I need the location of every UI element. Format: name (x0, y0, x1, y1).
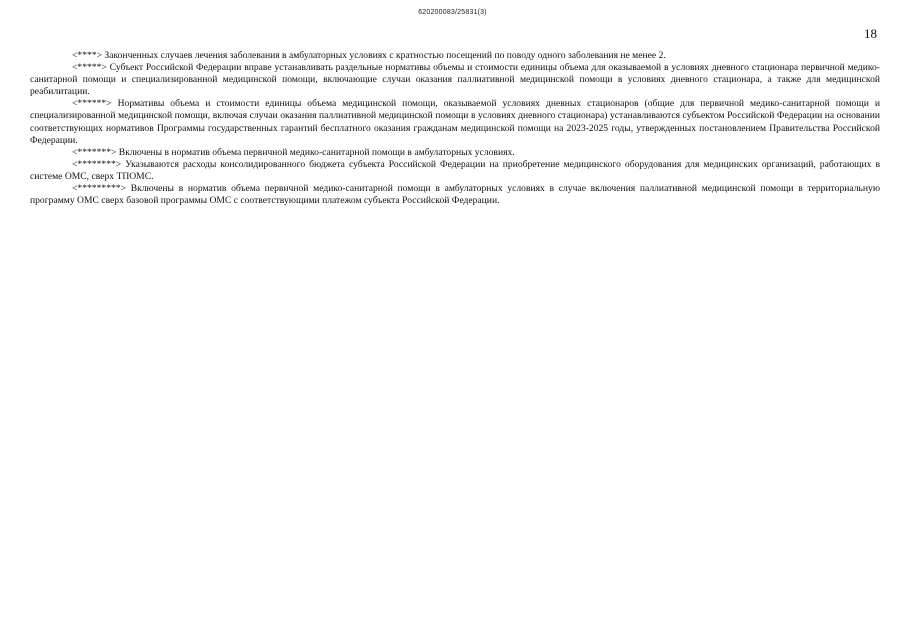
footnote-marker: <******> (72, 98, 112, 110)
page-number: 18 (864, 26, 877, 41)
footnote-6 (30, 98, 880, 146)
footnote-8 (30, 159, 880, 183)
footnote-marker: <*****> (72, 62, 107, 74)
footnote-text: Указываются расходы консолидированного бюджета субъекта Российской Федерации на приобретение медицинского оборудования для медицинских организаций, работающих в системе ОМС, сверх ТПОМС. (30, 158, 880, 182)
footnote-9 (30, 183, 880, 207)
footnote-marker: <****> (72, 50, 103, 61)
footnote-5 (30, 62, 880, 98)
document-id: 620200083/25831(3) (418, 9, 487, 16)
footnote-marker: <********> (72, 158, 122, 170)
footnote-marker: <*******> (72, 146, 117, 158)
footnote-4 (30, 50, 880, 62)
footnote-text: Законченных случаев лечения заболевания в амбулаторных условиях с кратностью посещений по поводу одного заболевания не менее 2. (102, 50, 666, 61)
footnote-text: Субъект Российской Федерации вправе устанавливать раздельные нормативы объемы и стоимости единицы объема для оказываемой в условиях дневного стационара первичной медико-санитарной помощи и специализированной медицинской помощи, включающие случаи оказания паллиативной медицинской помощи в условиях дневного стационара, а также для медицинской реабилитации. (30, 62, 880, 98)
footnote-marker: <*********> (72, 183, 126, 195)
footnote-text: Нормативы объема и стоимости единицы объема медицинской помощи, оказываемой условиях дневных стационаров (общие для первичной медико-санитарной помощи и специализированной медицинской помощи, включая случаи оказания паллиативной медицинской помощи в условиях дневного стационара) устанавливаются субъектом Российской Федерации на основании соответствующих нормативов Программы государственных гарантий бесплатного оказания гражданам медицинской помощи на 2023-2025 годы, утвержденных постановлением Правительства Российской Федерации. (30, 98, 880, 146)
footnote-text: Включены в норматив объема первичной медико-санитарной помощи в амбулаторных условиях. (116, 146, 515, 158)
footnote-text: Включены в норматив объема первичной медико-санитарной помощи в амбулаторных условиях в случае включения паллиативной медицинской помощи в территориальную программу ОМС сверх базовой программы ОМС с соответствующими платежом субъекта Российской Федерации. (30, 183, 880, 207)
footnotes-section (30, 50, 880, 207)
footnote-7 (30, 147, 880, 159)
